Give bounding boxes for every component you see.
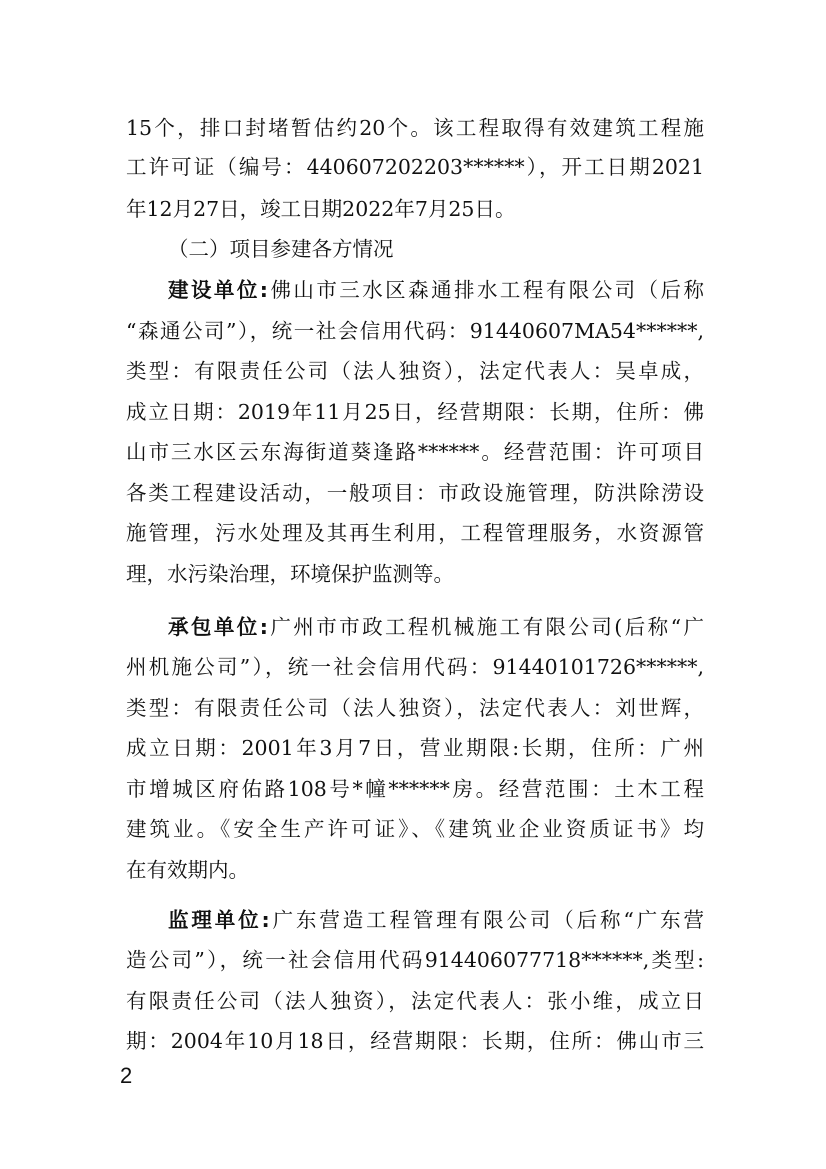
line-text: 各类工程建设活动，一般项目：市政设施管理，防洪除涝设: [126, 481, 704, 505]
line-text: 广东营造工程管理有限公司（后称“广东营: [269, 908, 704, 932]
line-text: 类型：有限责任公司（法人独资），法定代表人：刘世辉，: [126, 696, 704, 720]
line-text: 理，水污染治理，环境保护监测等。: [126, 562, 454, 586]
line-text: 造公司”），统一社会信用代码914406077718******,类型:: [126, 948, 704, 972]
contractor-unit-label: 承包单位:: [168, 615, 268, 639]
line-text: 广州市市政工程机械施工有限公司(后称“广: [267, 615, 704, 639]
line-text: 年12月27日，竣工日期2022年7月25日。: [126, 197, 516, 221]
line-text: 山市三水区云东海街道葵逢路******。经营范围：许可项目: [126, 440, 704, 464]
contractor-unit-line: [168, 613, 704, 641]
line-text: 成立日期：2001年3月7日，营业期限:长期，住所：广州: [126, 736, 704, 760]
text-line-23: [126, 1027, 704, 1055]
text-line-9: [126, 438, 704, 466]
text-line-14: [126, 653, 704, 681]
text-line-6: [126, 317, 704, 345]
text-line-10: [126, 479, 704, 507]
text-line-11: [126, 519, 704, 547]
text-line-7: [126, 357, 704, 385]
line-text: 有限责任公司（法人独资），法定代表人：张小维，成立日: [126, 989, 704, 1013]
text-line-8: [126, 398, 704, 426]
line-text: 在有效期内。: [126, 858, 249, 882]
construction-unit-label: 建设单位:: [168, 278, 268, 302]
line-text: 期：2004年10月18日，经营期限：长期，住所：佛山市三: [126, 1029, 704, 1053]
line-text: 成立日期：2019年11月25日，经营期限：长期，住所：佛: [126, 400, 704, 424]
line-text: 15个，排口封堵暂估约20个。该工程取得有效建筑工程施: [126, 116, 704, 140]
line-text: 建筑业。《安全生产许可证》、《建筑业企业资质证书》均: [126, 817, 704, 841]
text-line-2: [126, 153, 704, 181]
section-heading-text: （二）项目参建各方情况: [168, 237, 394, 261]
line-text: “森通公司”），统一社会信用代码：91440607MA54******,: [126, 319, 704, 343]
text-line-19: [126, 856, 704, 884]
supervision-unit-label: 监理单位:: [168, 908, 270, 932]
text-line-21: [126, 946, 704, 974]
line-text: 佛山市三水区森通排水工程有限公司（后称: [268, 278, 704, 302]
text-line-1: [126, 114, 704, 142]
line-text: 施管理，污水处理及其再生利用，工程管理服务，水资源管: [126, 521, 704, 545]
text-line-16: [126, 734, 704, 762]
text-line-12: [126, 560, 704, 588]
page-number: 2: [120, 1063, 133, 1088]
text-line-18: [126, 815, 704, 843]
construction-unit-line: [168, 276, 704, 304]
text-line-22: [126, 987, 704, 1015]
supervision-unit-line: [168, 906, 704, 934]
line-text: 工许可证（编号：440607202203******），开工日期2021: [126, 155, 704, 179]
line-text: 类型：有限责任公司（法人独资），法定代表人：吴卓成，: [126, 359, 704, 383]
text-line-3: [126, 195, 704, 223]
text-line-17: [126, 775, 704, 803]
section-heading: [168, 235, 704, 263]
line-text: 市增城区府佑路108号*幢******房。经营范围：土木工程: [126, 777, 704, 801]
line-text: 州机施公司”），统一社会信用代码：91440101726******,: [126, 655, 704, 679]
text-line-15: [126, 694, 704, 722]
